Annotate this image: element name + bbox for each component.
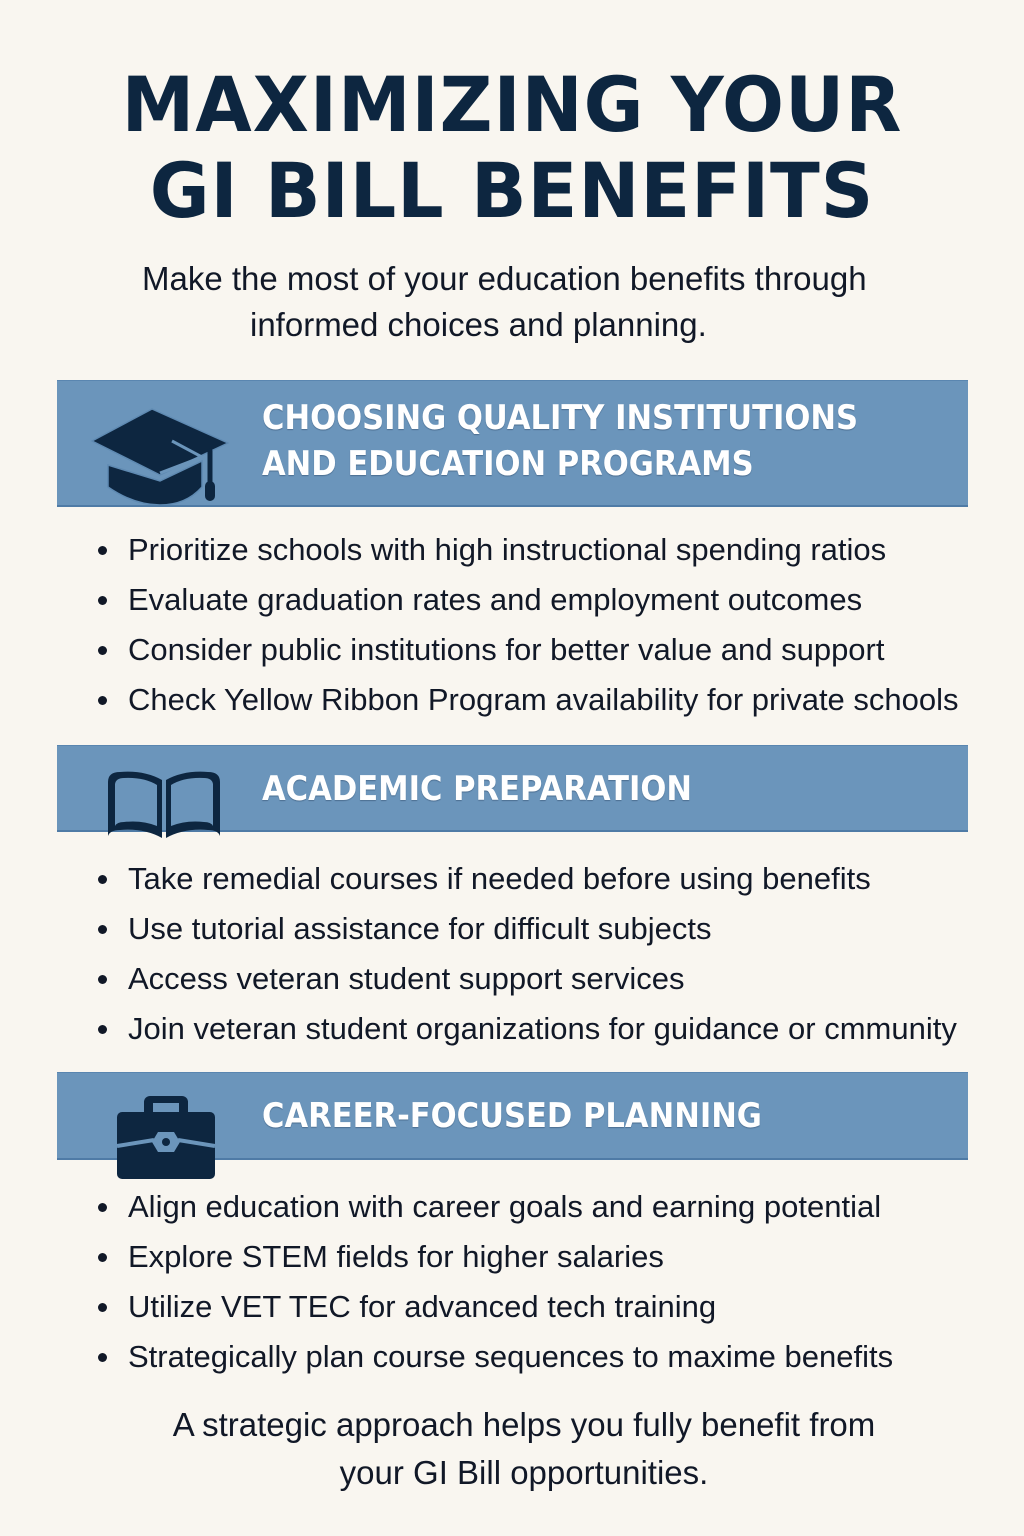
closing-line-2: your GI Bill opportunities. <box>339 1454 709 1491</box>
subtitle-line-2: informed choices and planning. <box>250 306 707 343</box>
bullet-icon <box>98 1253 107 1262</box>
briefcase-icon <box>116 1094 216 1180</box>
bullet-icon <box>98 925 107 934</box>
bullet-icon <box>98 646 107 655</box>
list-item: Take remedial courses if needed before using benefits <box>95 854 995 904</box>
subtitle <box>120 256 960 348</box>
bullet-icon <box>98 1353 107 1362</box>
list-item: Consider public institutions for better value and support <box>95 625 995 675</box>
title-line-1: MAXIMIZING YOUR <box>121 60 903 149</box>
section-heading-line-2: AND EDUCATION PROGRAMS <box>262 444 754 484</box>
section-heading <box>262 766 692 812</box>
closing-statement <box>0 1401 1024 1497</box>
list-item: Check Yellow Ribbon Program availability for private schools <box>95 675 995 725</box>
bullet-list <box>95 525 995 725</box>
closing-line-1: A strategic approach helps you fully benefit from <box>172 1406 876 1443</box>
bullet-list <box>95 1182 995 1382</box>
subtitle-line-1: Make the most of your education benefits through <box>142 260 867 297</box>
bullet-icon <box>98 546 107 555</box>
bullet-icon <box>98 975 107 984</box>
section-heading-line-1: CAREER-FOCUSED PLANNING <box>262 1096 762 1136</box>
list-item: Evaluate graduation rates and employment outcomes <box>95 575 995 625</box>
list-item: Explore STEM fields for higher salaries <box>95 1232 995 1282</box>
open-book-icon <box>104 766 224 842</box>
bullet-icon <box>98 596 107 605</box>
list-item: Use tutorial assistance for difficult subjects <box>95 904 995 954</box>
section-heading <box>262 1093 762 1139</box>
list-item: Access veteran student support services <box>95 954 995 1004</box>
list-item: Prioritize schools with high instructional spending ratios <box>95 525 995 575</box>
bullet-icon <box>98 1025 107 1034</box>
page-title <box>20 62 1003 234</box>
list-item: Align education with career goals and earning potential <box>95 1182 995 1232</box>
list-item: Strategically plan course sequences to maxime benefits <box>95 1332 995 1382</box>
bullet-icon <box>98 696 107 705</box>
bullet-icon <box>98 1303 107 1312</box>
bullet-icon <box>98 1203 107 1212</box>
bullet-icon <box>98 875 107 884</box>
title-line-2: GI BILL BENEFITS <box>149 146 875 235</box>
section-heading <box>262 395 858 487</box>
graduation-cap-icon <box>90 405 230 505</box>
section-heading-line-1: CHOOSING QUALITY INSTITUTIONS <box>262 398 859 438</box>
list-item: Join veteran student organizations for guidance or cmmunity <box>95 1004 995 1054</box>
list-item: Utilize VET TEC for advanced tech training <box>95 1282 995 1332</box>
bullet-list <box>95 854 995 1054</box>
section-heading-line-1: ACADEMIC PREPARATION <box>262 769 693 809</box>
